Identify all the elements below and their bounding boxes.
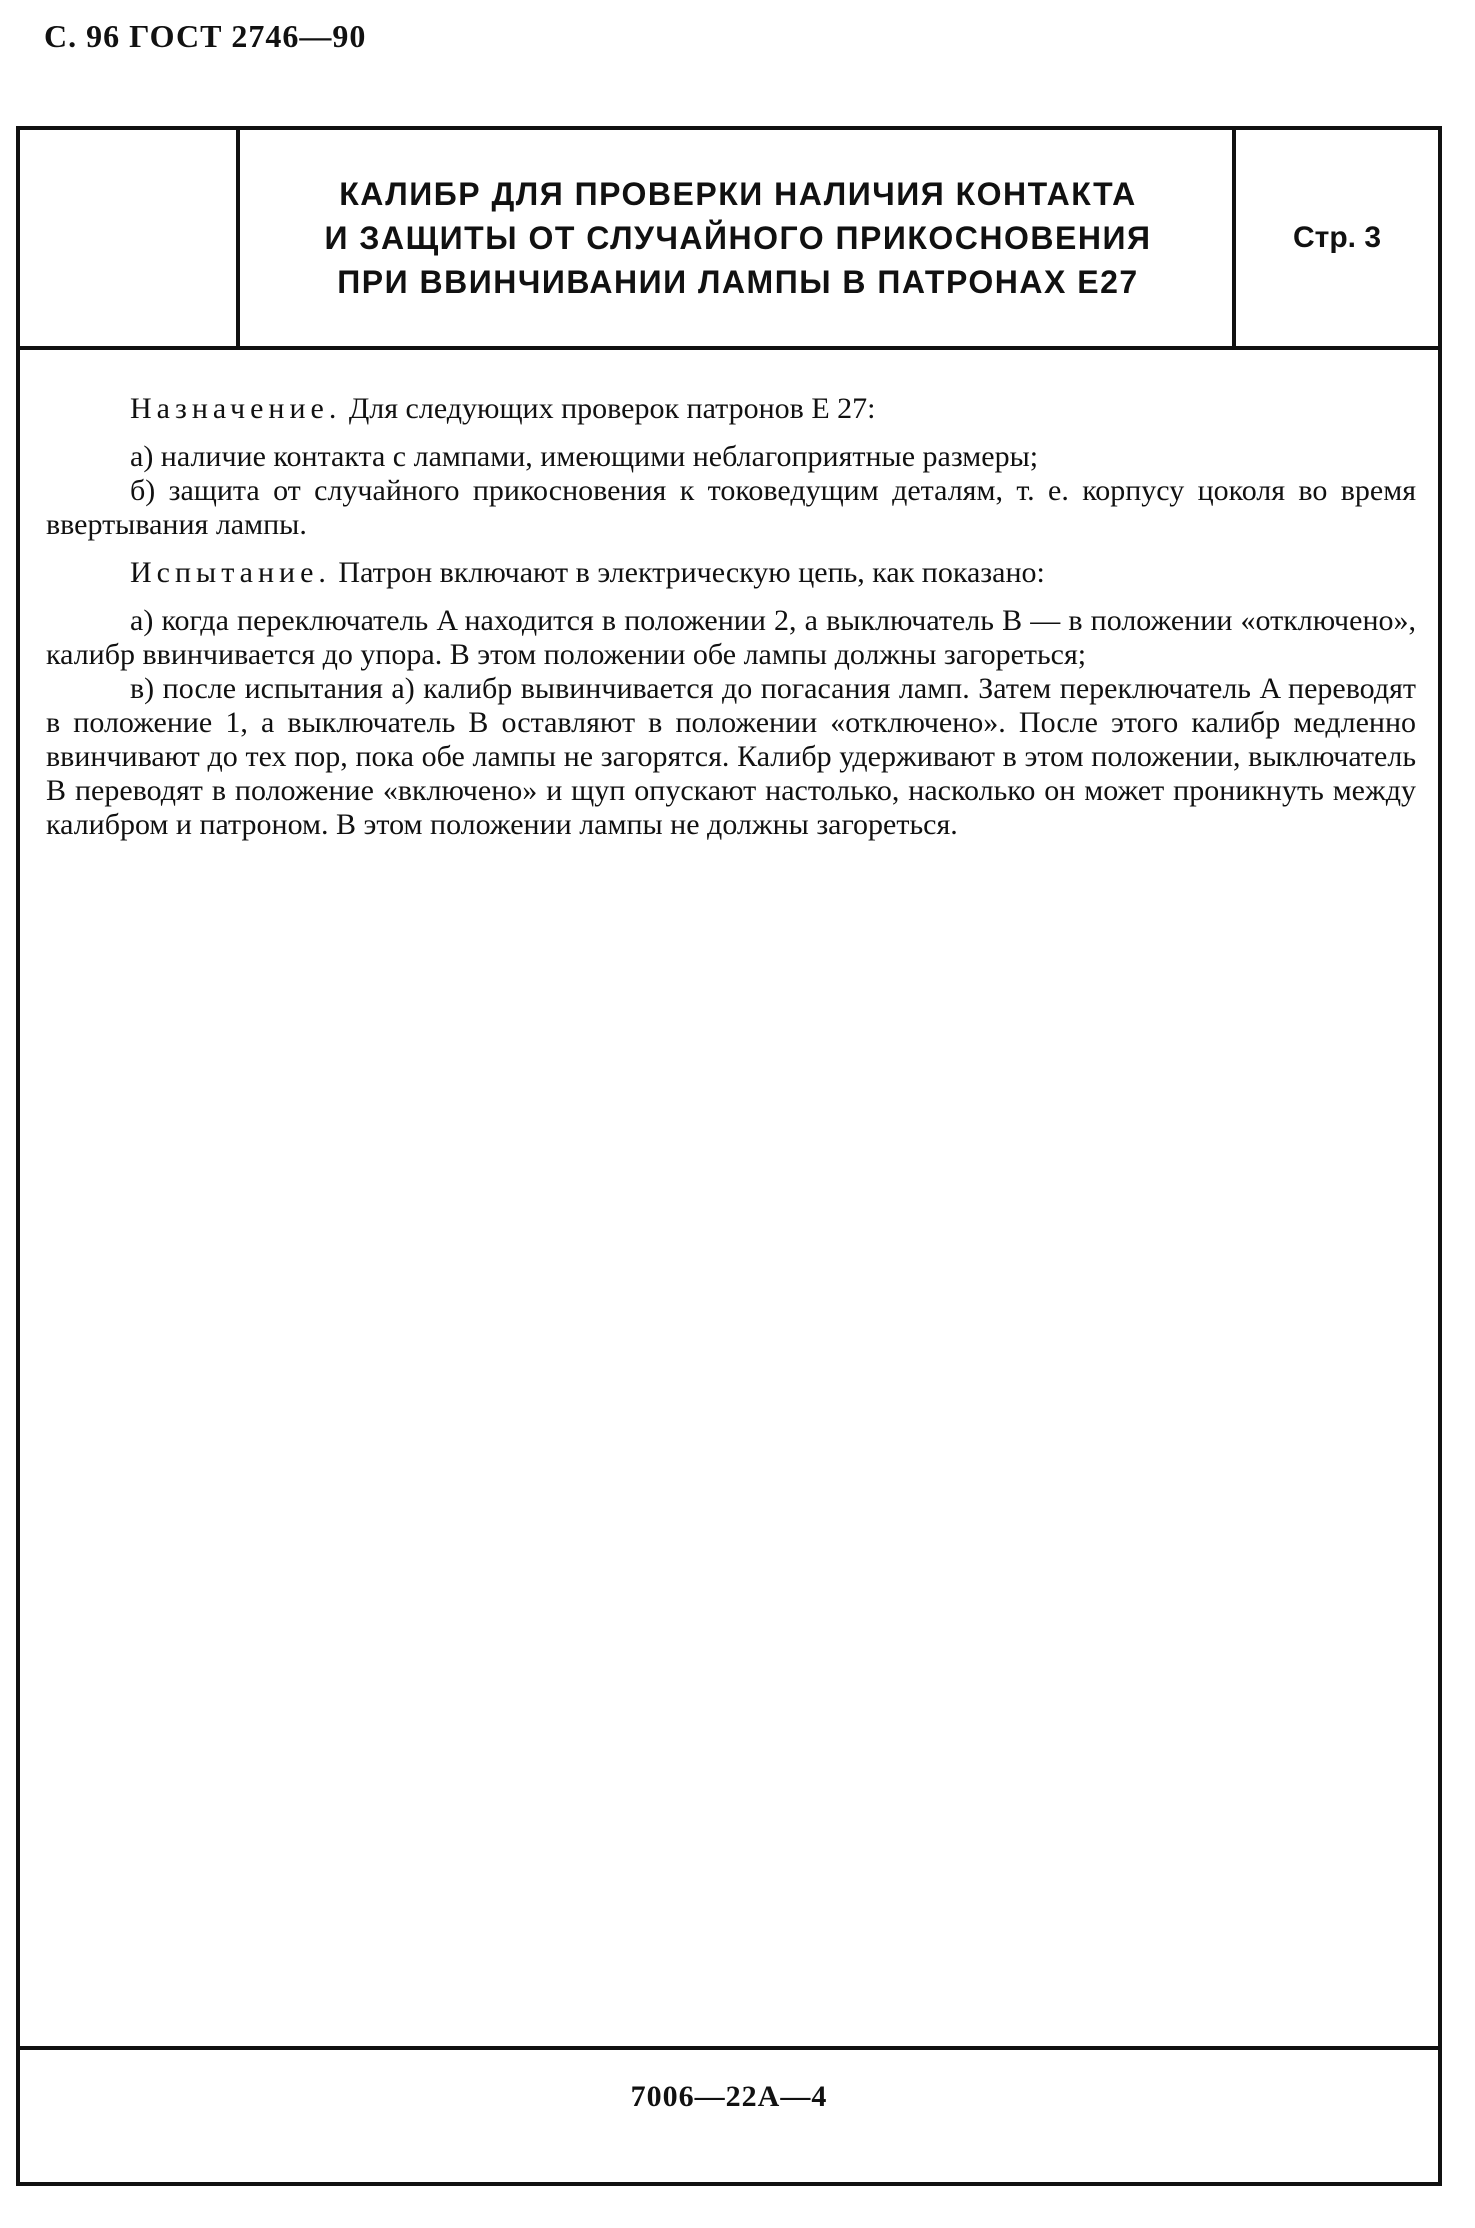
body-text (46, 392, 1416, 842)
page-label: Стр. 3 (1292, 221, 1382, 254)
test-paragraph (46, 556, 1416, 590)
document-title (325, 172, 1152, 304)
purpose-item-a: а) наличие контакта с лампами, имеющими неблагоприятные размеры; (130, 440, 1039, 473)
title-line-3: ПРИ ВВИНЧИВАНИИ ЛАМПЫ В ПАТРОНАХ Е27 (337, 264, 1139, 300)
title-line-2: И ЗАЩИТЫ ОТ СЛУЧАЙНОГО ПРИКОСНОВЕНИЯ (324, 220, 1152, 256)
running-head: С. 96 ГОСТ 2746—90 (44, 18, 367, 54)
footer-rule (20, 2046, 1438, 2050)
header-title-cell (244, 130, 1236, 346)
document-frame (16, 126, 1442, 2186)
purpose-heading: Назначение. (130, 392, 342, 425)
test-heading: Испытание. (130, 556, 331, 589)
test-item-b: в) после испытания а) калибр вывинчивается до погасания ламп. Затем переключатель A переводят в положение 1, а выключатель B оставляют в положении «отключено». После этого калибр медленно ввинчивают до тех пор, пока обе лампы не загорятся. Калибр удерживают в этом положении, выключатель B переводят в положение «включено» и щуп опускают настолько, насколько он может проникнуть между калибром и патроном. В этом положении лампы не должны загореться. (46, 672, 1416, 841)
test-item-a: а) когда переключатель A находится в положении 2, а выключатель B — в положении «отключено», калибр ввинчивается до упора. В этом положении обе лампы должны загореться; (46, 604, 1416, 671)
header-left-cell (20, 130, 240, 346)
purpose-item-b: б) защита от случайного прикосновения к токоведущим деталям, т. е. корпусу цоколя во время ввертывания лампы. (46, 474, 1416, 541)
footer-code: 7006—22А—4 (630, 2080, 828, 2113)
purpose-paragraph (46, 392, 1416, 426)
purpose-text: Для следующих проверок патронов Е 27: (341, 392, 876, 425)
test-text: Патрон включают в электрическую цепь, как показано: (330, 556, 1045, 589)
header-row (20, 130, 1438, 350)
title-line-1: КАЛИБР ДЛЯ ПРОВЕРКИ НАЛИЧИЯ КОНТАКТА (339, 176, 1137, 212)
